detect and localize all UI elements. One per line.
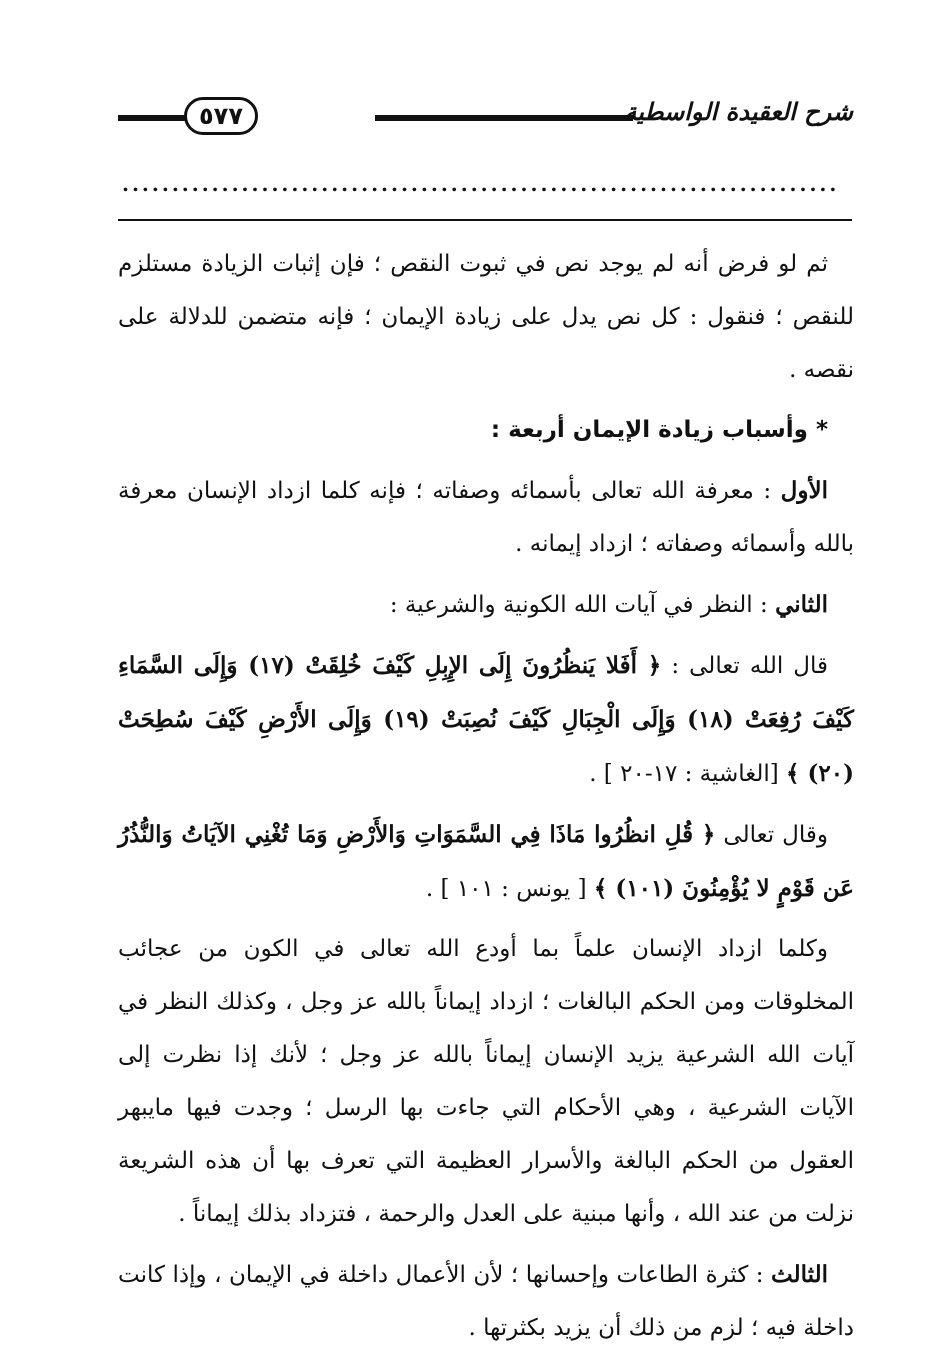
dotted-separator: ........................................................................ (122, 176, 840, 192)
verse-reference-yunus: [ يونس : ١٠١ ] . (425, 876, 594, 902)
verse-intro-2: وقال تعالى (715, 822, 828, 848)
second-cause-label: الثاني (775, 591, 828, 618)
paragraph-first-cause (118, 464, 854, 571)
paragraph-verse-ghashiya (118, 639, 854, 801)
third-cause-text: : كثرة الطاعات وإحسانها ؛ لأن الأعمال داخلة في الإيمان ، وإذا كانت داخلة فيه ؛ لزم من ذلك أن يزيد بكثرتها . (118, 1262, 854, 1341)
verse-intro: قال الله تعالى : (661, 653, 829, 679)
section-heading: * وأسباب زيادة الإيمان أربعة : (490, 417, 828, 443)
horizontal-rule (118, 219, 852, 221)
third-cause-label: الثالث (771, 1261, 828, 1288)
quran-verse-ghashiya: ﴿ أَفَلا يَنظُرُونَ إِلَى الإِبِلِ كَيْفَ خُلِقَتْ (١٧) وَإِلَى السَّمَاءِ كَيْفَ رُفِعَتْ (١٨) وَإِلَى الْجِبَالِ كَيْفَ نُصِبَتْ (١٩) وَإِلَى الأَرْضِ كَيْفَ سُطِحَتْ (٢٠) ﴾ (118, 652, 854, 787)
paragraph-intro: ثم لو فرض أنه لم يوجد نص في ثبوت النقص ؛ فإن إثبات الزيادة مستلزم للنقص ؛ فنقول : كل نص يدل على زيادة الإيمان ؛ فإنه متضمن للدلالة على نقصه . (118, 251, 854, 383)
paragraph-verse-yunus (118, 808, 854, 916)
paragraph-second-cause (118, 578, 854, 632)
first-cause-text: : معرفة الله تعالى بأسمائه وصفاته ؛ فإنه كلما ازداد الإنسان معرفة بالله وأسمائه وصفاته ؛ ازداد إيمانه . (118, 478, 854, 557)
page-header (118, 96, 853, 140)
header-rule-left (118, 115, 186, 121)
header-rule-right (375, 115, 633, 121)
paragraph-explanation: وكلما ازداد الإنسان علماً بما أودع الله تعالى في الكون من عجائب المخلوقات ومن الحكم البالغات ؛ ازداد إيماناً بالله عز وجل ، وكذلك النظر في آيات الله الشرعية يزيد الإنسان إيماناً بالله عز وجل ؛ لأنك إذا نظرت إلى الآيات الشرعية ، وهي الأحكام التي جاءت بها الرسل ؛ وجدت فيها مايبهر العقول من الحكم البالغة والأسرار العظيمة التي تعرف بها أن هذه الشريعة نزلت من عند الله ، وأنها مبنية على العدل والرحمة ، فتزداد بذلك إيماناً . (118, 936, 854, 1227)
quran-verse-yunus: ﴿ قُلِ انظُرُوا مَاذَا فِي السَّمَوَاتِ وَالأَرْضِ وَمَا تُغْنِي الآيَاتُ وَالنُّذُرُ عَن قَوْمٍ لا يُؤْمِنُونَ (١٠١) ﴾ (118, 821, 854, 902)
page-number: ٥٧٧ (184, 97, 258, 135)
paragraph-third-cause (118, 1248, 854, 1355)
first-cause-label: الأول (780, 477, 828, 504)
book-title: شرح العقيدة الواسطية (624, 98, 853, 126)
second-cause-text: : النظر في آيات الله الكونية والشرعية : (389, 592, 776, 618)
verse-reference-ghashiya: [الغاشية : ١٧-٢٠ ] . (589, 761, 787, 787)
page-body (118, 238, 854, 1362)
